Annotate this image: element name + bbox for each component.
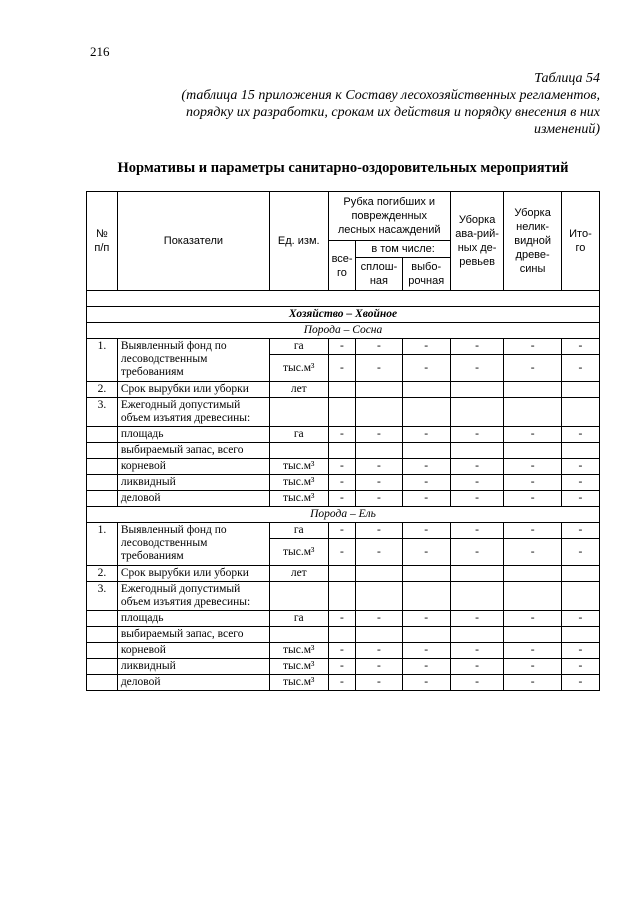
- value-cell: -: [328, 659, 356, 675]
- row-number: [87, 611, 118, 627]
- spacer-cell: [87, 291, 600, 307]
- header-including: в том числе:: [356, 241, 451, 258]
- species-row: [87, 323, 600, 339]
- row-unit: тыс.м³: [269, 475, 328, 491]
- row-unit: [269, 443, 328, 459]
- value-cell: [328, 398, 356, 427]
- table-row: [87, 398, 600, 427]
- row-number: 2.: [87, 382, 118, 398]
- table-row: [87, 523, 600, 539]
- value-cell: -: [561, 675, 599, 691]
- row-unit: га: [269, 611, 328, 627]
- value-cell: [504, 398, 562, 427]
- table-row: [87, 611, 600, 627]
- row-number: [87, 491, 118, 507]
- value-cell: [561, 443, 599, 459]
- row-unit: тыс.м³: [269, 675, 328, 691]
- value-cell: -: [402, 523, 450, 539]
- table-row: [87, 643, 600, 659]
- header-emergency: Уборка ава-рий-ных де-ревьев: [450, 192, 503, 291]
- row-unit: тыс.м³: [269, 355, 328, 382]
- value-cell: -: [450, 491, 503, 507]
- value-cell: -: [450, 643, 503, 659]
- table-heading: Нормативы и параметры санитарно-оздоровительных мероприятий: [117, 160, 569, 176]
- value-cell: -: [561, 611, 599, 627]
- value-cell: -: [328, 339, 356, 355]
- value-cell: [402, 582, 450, 611]
- row-label: выбираемый запас, всего: [117, 627, 269, 643]
- caption-line: порядку их разработки, срокам их действия и порядку внесения в них: [186, 105, 600, 120]
- value-cell: [504, 382, 562, 398]
- row-unit: тыс.м³: [269, 539, 328, 566]
- value-cell: [450, 566, 503, 582]
- value-cell: -: [402, 643, 450, 659]
- value-cell: [328, 382, 356, 398]
- value-cell: [402, 566, 450, 582]
- row-label: деловой: [117, 491, 269, 507]
- row-label: площадь: [117, 427, 269, 443]
- row-number: [87, 427, 118, 443]
- table-row: [87, 566, 600, 582]
- value-cell: -: [328, 459, 356, 475]
- row-number: 2.: [87, 566, 118, 582]
- species-label: Порода – Сосна: [87, 323, 600, 339]
- value-cell: -: [356, 459, 402, 475]
- value-cell: -: [356, 355, 402, 382]
- value-cell: [561, 582, 599, 611]
- value-cell: -: [504, 611, 562, 627]
- value-cell: -: [561, 643, 599, 659]
- header-row: [87, 192, 600, 241]
- value-cell: -: [561, 459, 599, 475]
- farm-label: Хозяйство – Хвойное: [87, 307, 600, 323]
- header-num: № п/п: [87, 192, 118, 291]
- value-cell: -: [356, 659, 402, 675]
- row-unit: [269, 582, 328, 611]
- row-label: площадь: [117, 611, 269, 627]
- value-cell: -: [504, 339, 562, 355]
- value-cell: -: [504, 659, 562, 675]
- header-total: все-го: [328, 241, 356, 291]
- value-cell: -: [328, 675, 356, 691]
- value-cell: [356, 582, 402, 611]
- row-label: Срок вырубки или уборки: [117, 566, 269, 582]
- value-cell: -: [504, 475, 562, 491]
- value-cell: -: [402, 611, 450, 627]
- row-label: Срок вырубки или уборки: [117, 382, 269, 398]
- value-cell: -: [328, 491, 356, 507]
- row-number: [87, 459, 118, 475]
- value-cell: [328, 566, 356, 582]
- row-unit: [269, 627, 328, 643]
- header-sum: Ито-го: [561, 192, 599, 291]
- value-cell: -: [450, 611, 503, 627]
- header-indicators: Показатели: [117, 192, 269, 291]
- value-cell: -: [450, 659, 503, 675]
- caption-line: изменений): [533, 122, 600, 137]
- table-caption: [80, 70, 600, 138]
- value-cell: [450, 382, 503, 398]
- row-unit: лет: [269, 382, 328, 398]
- value-cell: -: [402, 355, 450, 382]
- row-label: Выявленный фонд по лесоводственным требованиям: [117, 523, 269, 566]
- table-row: [87, 659, 600, 675]
- value-cell: -: [356, 427, 402, 443]
- table-row: [87, 443, 600, 459]
- value-cell: -: [356, 675, 402, 691]
- value-cell: -: [402, 339, 450, 355]
- header-illiquid: Уборка нелик-видной древе-сины: [504, 192, 562, 291]
- row-number: 1.: [87, 339, 118, 382]
- value-cell: -: [450, 459, 503, 475]
- value-cell: -: [450, 523, 503, 539]
- value-cell: [450, 398, 503, 427]
- row-unit: тыс.м³: [269, 659, 328, 675]
- value-cell: -: [504, 491, 562, 507]
- value-cell: [402, 443, 450, 459]
- value-cell: -: [356, 523, 402, 539]
- value-cell: [356, 382, 402, 398]
- value-cell: [356, 443, 402, 459]
- value-cell: -: [356, 491, 402, 507]
- table-row: [87, 491, 600, 507]
- farm-row: [87, 307, 600, 323]
- value-cell: [402, 382, 450, 398]
- table-row: [87, 427, 600, 443]
- value-cell: -: [402, 675, 450, 691]
- value-cell: -: [402, 491, 450, 507]
- row-unit: лет: [269, 566, 328, 582]
- row-label: ликвидный: [117, 475, 269, 491]
- value-cell: -: [402, 659, 450, 675]
- value-cell: -: [356, 339, 402, 355]
- value-cell: [328, 582, 356, 611]
- value-cell: -: [328, 355, 356, 382]
- value-cell: -: [450, 475, 503, 491]
- value-cell: -: [504, 523, 562, 539]
- value-cell: [504, 582, 562, 611]
- row-number: [87, 475, 118, 491]
- norms-table: [86, 191, 600, 691]
- value-cell: [561, 382, 599, 398]
- value-cell: [356, 398, 402, 427]
- value-cell: -: [450, 339, 503, 355]
- value-cell: [504, 627, 562, 643]
- value-cell: -: [356, 539, 402, 566]
- value-cell: [504, 443, 562, 459]
- value-cell: -: [402, 427, 450, 443]
- value-cell: -: [504, 459, 562, 475]
- caption-line: (таблица 15 приложения к Составу лесохозяйственных регламентов,: [181, 88, 600, 103]
- value-cell: -: [504, 675, 562, 691]
- row-number: 1.: [87, 523, 118, 566]
- header-selective: выбо-рочная: [402, 258, 450, 291]
- row-number: 3.: [87, 398, 118, 427]
- value-cell: -: [561, 475, 599, 491]
- row-number: [87, 443, 118, 459]
- value-cell: -: [328, 539, 356, 566]
- row-unit: [269, 398, 328, 427]
- caption-line: Таблица 54: [534, 71, 600, 86]
- value-cell: [561, 627, 599, 643]
- value-cell: -: [504, 355, 562, 382]
- row-unit: га: [269, 339, 328, 355]
- value-cell: [450, 627, 503, 643]
- value-cell: -: [561, 355, 599, 382]
- value-cell: -: [561, 523, 599, 539]
- value-cell: -: [561, 539, 599, 566]
- value-cell: -: [450, 355, 503, 382]
- value-cell: [356, 627, 402, 643]
- value-cell: [356, 566, 402, 582]
- row-number: [87, 643, 118, 659]
- value-cell: -: [328, 523, 356, 539]
- row-unit: тыс.м³: [269, 459, 328, 475]
- species-label: Порода – Ель: [87, 507, 600, 523]
- header-clear: сплош-ная: [356, 258, 402, 291]
- value-cell: -: [356, 611, 402, 627]
- value-cell: [328, 443, 356, 459]
- value-cell: -: [450, 539, 503, 566]
- row-number: [87, 675, 118, 691]
- value-cell: -: [450, 427, 503, 443]
- header-unit: Ед. изм.: [269, 192, 328, 291]
- table-row: [87, 627, 600, 643]
- table-row: [87, 459, 600, 475]
- value-cell: -: [402, 539, 450, 566]
- row-unit: га: [269, 523, 328, 539]
- row-number: 3.: [87, 582, 118, 611]
- value-cell: -: [328, 611, 356, 627]
- value-cell: -: [504, 427, 562, 443]
- value-cell: -: [561, 427, 599, 443]
- value-cell: -: [504, 539, 562, 566]
- row-label: ликвидный: [117, 659, 269, 675]
- value-cell: -: [402, 459, 450, 475]
- value-cell: [561, 398, 599, 427]
- header-felling: Рубка погибших и поврежденных лесных насаждений: [328, 192, 450, 241]
- value-cell: [402, 398, 450, 427]
- row-label: корневой: [117, 643, 269, 659]
- table-row: [87, 339, 600, 355]
- row-label: корневой: [117, 459, 269, 475]
- value-cell: -: [356, 643, 402, 659]
- value-cell: -: [328, 475, 356, 491]
- value-cell: [450, 443, 503, 459]
- row-label: Ежегодный допустимый объем изъятия древесины:: [117, 582, 269, 611]
- spacer-row: [87, 291, 600, 307]
- row-number: [87, 659, 118, 675]
- row-label: деловой: [117, 675, 269, 691]
- row-unit: тыс.м³: [269, 491, 328, 507]
- value-cell: -: [328, 643, 356, 659]
- value-cell: [504, 566, 562, 582]
- value-cell: [561, 566, 599, 582]
- value-cell: -: [450, 675, 503, 691]
- value-cell: -: [561, 339, 599, 355]
- row-label: Ежегодный допустимый объем изъятия древесины:: [117, 398, 269, 427]
- value-cell: [402, 627, 450, 643]
- page-number: 216: [90, 44, 110, 59]
- table-row: [87, 675, 600, 691]
- value-cell: [450, 582, 503, 611]
- table-row: [87, 382, 600, 398]
- row-label: выбираемый запас, всего: [117, 443, 269, 459]
- value-cell: [328, 627, 356, 643]
- row-label: Выявленный фонд по лесоводственным требованиям: [117, 339, 269, 382]
- value-cell: -: [561, 491, 599, 507]
- table-row: [87, 475, 600, 491]
- value-cell: -: [402, 475, 450, 491]
- row-unit: тыс.м³: [269, 643, 328, 659]
- value-cell: -: [561, 659, 599, 675]
- species-row: [87, 507, 600, 523]
- row-unit: га: [269, 427, 328, 443]
- row-number: [87, 627, 118, 643]
- table-row: [87, 582, 600, 611]
- value-cell: -: [328, 427, 356, 443]
- value-cell: -: [356, 475, 402, 491]
- value-cell: -: [504, 643, 562, 659]
